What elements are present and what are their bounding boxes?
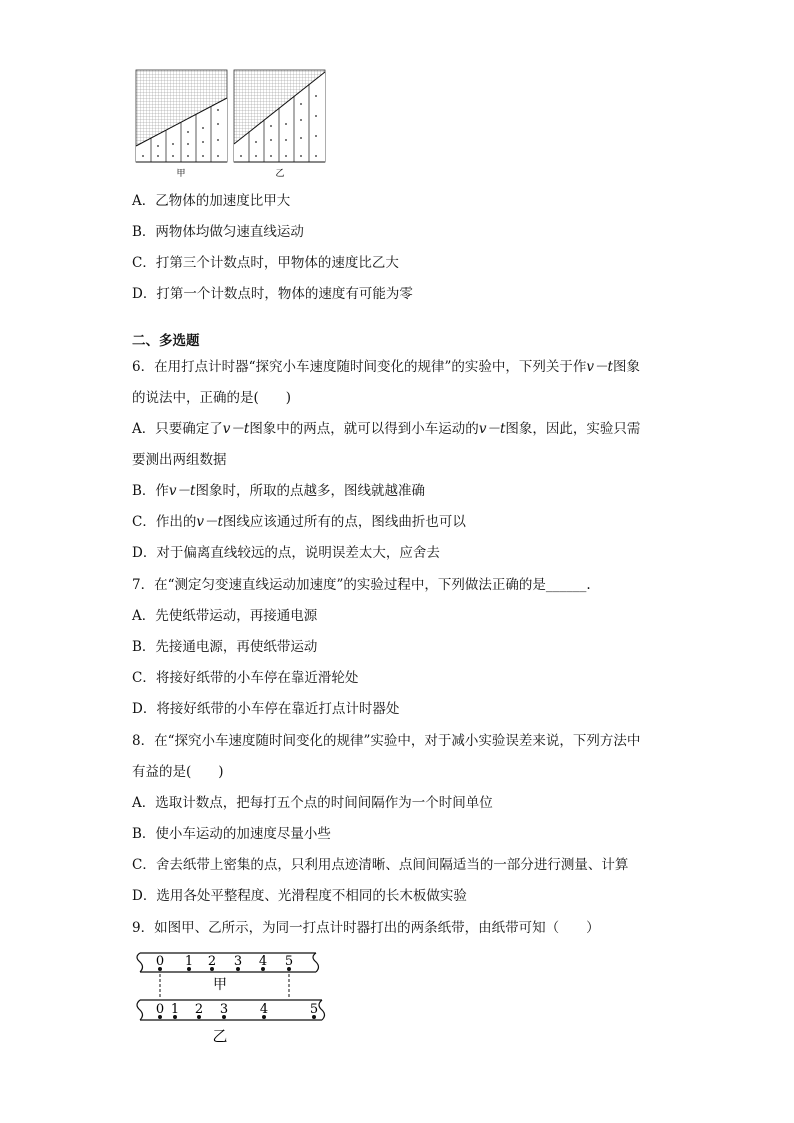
q7-option-b: B．先接通电源，再使纸带运动	[132, 639, 318, 655]
q6-option-a-text2: 图象中的两点，就可以得到小车运动的	[249, 421, 479, 437]
q8-stem-line2: 有益的是( )	[132, 764, 224, 780]
q5-option-c: C．打第三个计数点时，甲物体的速度比乙大	[132, 255, 399, 271]
tape-yi-number-2: 2	[194, 1002, 204, 1017]
tape-jia-label: 甲	[213, 977, 227, 993]
vt-symbol: v－t	[478, 421, 506, 437]
q6-option-c-text1: C．作出的	[132, 514, 197, 530]
graph-jia	[136, 70, 227, 162]
q5-option-b: B．两物体均做匀速直线运动	[132, 224, 304, 240]
vt-graphs-figure	[134, 68, 334, 180]
tape-yi-number-3: 3	[219, 1002, 229, 1017]
q8-stem-line1: 8．在“探究小车速度随时间变化的规律”实验中，对于减小实验误差来说，下列方法中	[132, 733, 641, 749]
tape-jia-number-2: 2	[207, 954, 217, 969]
tape-jia-number-5: 5	[284, 954, 294, 969]
tape-yi-number-1: 1	[170, 1002, 180, 1017]
vt-symbol: v－t	[222, 421, 250, 437]
q6-option-c	[132, 512, 466, 532]
q5-option-d: D．打第一个计数点时，物体的速度有可能为零	[132, 286, 413, 302]
q6-option-a-text3: 图象，因此，实验只需	[505, 421, 641, 437]
q8-option-c: C．舍去纸带上密集的点，只利用点迹清晰、点间间隔适当的一部分进行测量、计算	[132, 857, 629, 873]
q6-stem-text-end: 图象	[612, 359, 640, 375]
q7-stem: 7．在“测定匀变速直线运动加速度”的实验过程中，下列做法正确的是______.	[132, 577, 591, 593]
section-heading-multiple-choice: 二、多选题	[132, 333, 200, 349]
q8-option-d: D．选用各处平整程度、光滑程度不相同的长木板做实验	[132, 888, 467, 904]
graph-yi	[234, 70, 325, 162]
q6-option-b-text1: B．作	[132, 483, 169, 499]
tape-yi-number-4: 4	[259, 1002, 269, 1017]
tape-yi	[137, 1000, 325, 1020]
vt-symbol: v－t	[586, 359, 613, 375]
q6-option-b	[132, 481, 425, 501]
q6-option-a-text1: A．只要确定了	[132, 421, 223, 437]
q8-option-a: A．选取计数点，把每打五个点的时间间隔作为一个时间单位	[132, 795, 493, 811]
q6-option-a-line2: 要测出两组数据	[132, 452, 227, 468]
tape-yi-number-0: 0	[155, 1002, 165, 1017]
tape-yi-number-5: 5	[309, 1002, 319, 1017]
q6-stem-line1	[132, 357, 640, 377]
q5-option-a: A．乙物体的加速度比甲大	[132, 193, 291, 209]
q6-stem-text: 6．在用打点计时器“探究小车速度随时间变化的规律”的实验中，下列关于作	[132, 359, 587, 375]
tape-jia-number-1: 1	[184, 954, 194, 969]
paper-tapes-figure	[132, 948, 332, 1048]
q7-option-a: A．先使纸带运动，再接通电源	[132, 608, 318, 624]
q9-stem: 9．如图甲、乙所示，为同一打点计时器打出的两条纸带，由纸带可知（ ）	[132, 920, 600, 936]
q6-option-c-text2: 图线应该通过所有的点，图线曲折也可以	[222, 514, 466, 530]
q7-option-c: C．将接好纸带的小车停在靠近滑轮处	[132, 670, 359, 686]
q6-option-d: D．对于偏离直线较远的点，说明误差太大，应舍去	[132, 545, 440, 561]
q8-option-b: B．使小车运动的加速度尽量小些	[132, 826, 331, 842]
vt-symbol: v－t	[168, 483, 196, 499]
vt-symbol: v－t	[196, 514, 223, 530]
q7-option-d: D．将接好纸带的小车停在靠近打点计时器处	[132, 701, 400, 717]
q6-option-b-text2: 图象时，所取的点越多，图线就越准确	[195, 483, 425, 499]
tape-jia-number-4: 4	[258, 954, 268, 969]
graph-yi-label: 乙	[275, 169, 285, 179]
tape-yi-label: 乙	[212, 1027, 228, 1045]
q6-option-a	[132, 419, 640, 439]
tape-jia-number-0: 0	[155, 954, 165, 969]
tape-jia-number-3: 3	[233, 954, 243, 969]
q6-stem-line2: 的说法中，正确的是( )	[132, 390, 292, 406]
tape-jia	[137, 953, 319, 972]
graph-jia-label: 甲	[176, 169, 186, 179]
